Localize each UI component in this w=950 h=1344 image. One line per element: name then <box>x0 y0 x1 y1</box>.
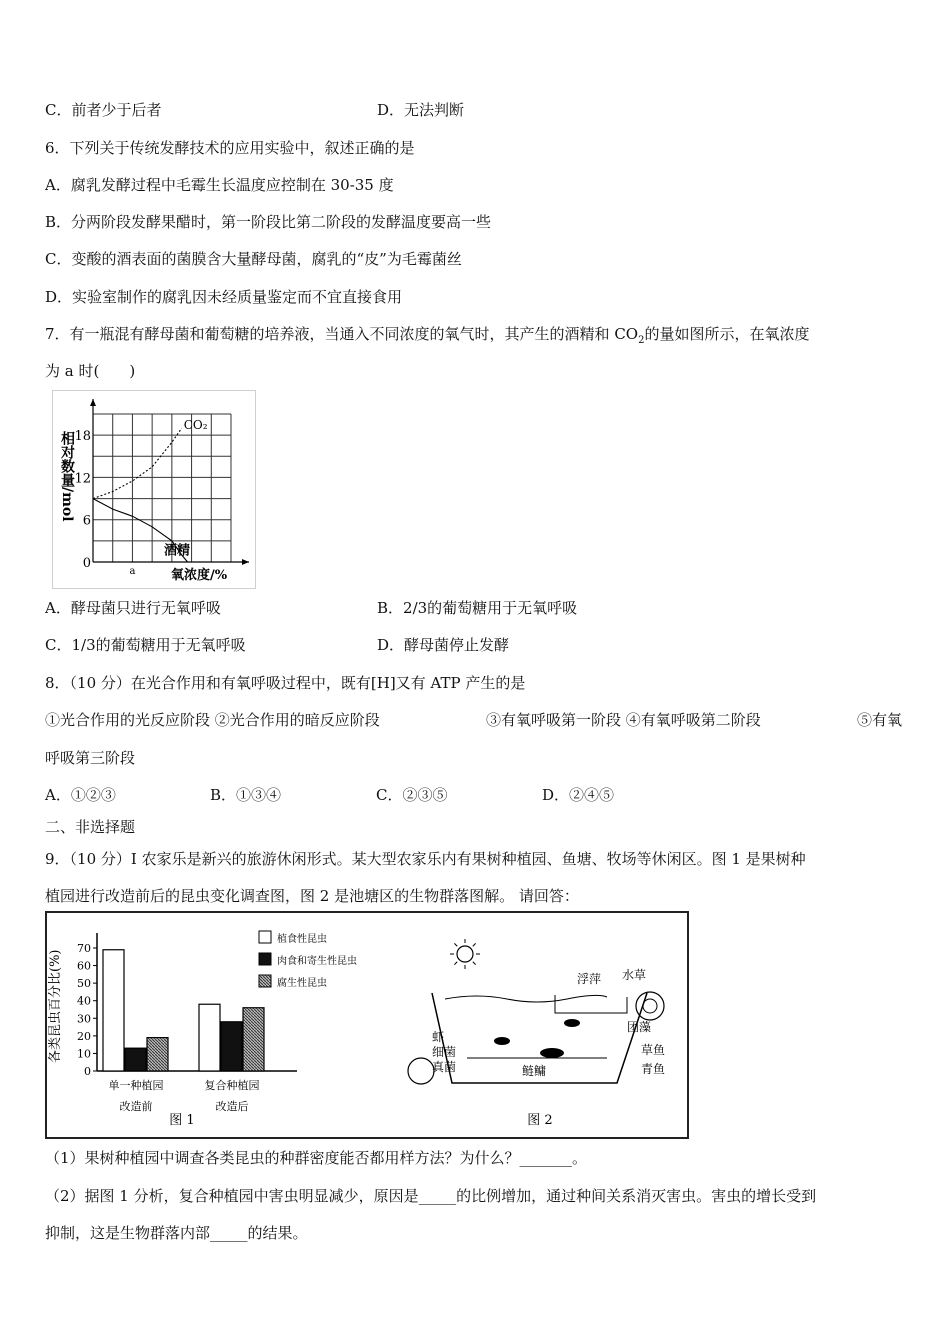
fish-shape <box>540 1048 564 1058</box>
q7-stem-part1: 7．有一瓶混有酵母菌和葡萄糖的培养液，当通入不同浓度的氧气时，其产生的酒精和 CO <box>45 325 639 343</box>
sun-icon <box>457 946 473 962</box>
q7-option-b: B．2/3的葡萄糖用于无氧呼吸 <box>377 599 578 617</box>
q9-sub2-line2: 抑制，这是生物群落内部_____的结果。 <box>45 1224 308 1242</box>
volvox-circle <box>636 992 664 1020</box>
q8-option-d: D．②④⑤ <box>542 786 615 804</box>
q5-option-c: C．前者少于后者 <box>45 101 162 119</box>
sun-ray <box>454 943 457 946</box>
fig2-label: 虾 <box>432 1030 445 1044</box>
fig1-category-label: 单一种植园 <box>108 1079 164 1092</box>
fig2-caption: 图 2 <box>527 1113 553 1128</box>
q9-stem-line2: 植园进行改造前后的昆虫变化调查图，图 2 是池塘区的生物群落图解。 请回答： <box>45 887 579 905</box>
y-axis-label: 相对数量/mol <box>59 431 75 522</box>
q8-option-a: A．①②③ <box>45 786 116 804</box>
fig2-label: 鲢鳙 <box>522 1064 547 1078</box>
fig1-y-tick-label: 70 <box>77 942 91 955</box>
q7-option-c: C．1/3的葡萄糖用于无氧呼吸 <box>45 636 246 654</box>
q8-items-3: ⑤有氧 <box>857 711 903 729</box>
q8-option-b: B．①③④ <box>210 786 282 804</box>
q9-sub1: （1）果树种植园中调查各类昆虫的种群密度能否都用样方法？为什么？_______。 <box>45 1149 588 1167</box>
y-tick-label: 12 <box>74 471 91 487</box>
oxygen-chart-svg <box>53 391 255 588</box>
q8-items-4: 呼吸第三阶段 <box>45 749 136 767</box>
fig1-legend-label: 腐生性昆虫 <box>277 978 327 989</box>
fig2-label: 水草 <box>622 968 647 982</box>
fig1-bar <box>199 1004 220 1071</box>
fig1-y-tick-label: 0 <box>84 1065 91 1078</box>
fig1-bar <box>147 1038 168 1071</box>
q6-option-a: A．腐乳发酵过程中毛霉生长温度应控制在 30-35 度 <box>45 176 394 194</box>
q8-items-2: ③有氧呼吸第一阶段 ④有氧呼吸第二阶段 <box>486 711 761 729</box>
series-line-co2 <box>93 428 182 499</box>
fig1-y-tick-label: 10 <box>77 1047 91 1061</box>
q7-stem <box>45 324 809 351</box>
q6-option-b: B．分两阶段发酵果醋时，第一阶段比第二阶段的发酵温度要高一些 <box>45 213 492 231</box>
fig1-y-tick-label: 50 <box>77 977 91 991</box>
x-axis-arrow <box>242 559 249 565</box>
fig2-label: 真菌 <box>432 1060 457 1074</box>
fig2-label: 草鱼 <box>641 1043 666 1057</box>
x-axis-label: 氧浓度/% <box>171 568 228 583</box>
microbe-circle <box>408 1058 434 1084</box>
y-tick-label: 0 <box>82 556 91 571</box>
fig1-legend-label: 植食性昆虫 <box>277 934 327 945</box>
volvox-inner <box>643 999 657 1013</box>
fig1-legend-swatch <box>259 931 271 943</box>
y-axis-arrow <box>90 399 96 406</box>
sun-ray <box>454 962 457 965</box>
q8-stem: 8．（10 分）在光合作用和有氧呼吸过程中，既有[H]又有 ATP 产生的是 <box>45 674 526 692</box>
fig2-label: 团藻 <box>627 1020 652 1034</box>
fig1-legend-swatch <box>259 975 271 987</box>
x-mark-a: a <box>129 566 136 577</box>
q7-option-a: A．酵母菌只进行无氧呼吸 <box>45 599 221 617</box>
sun-ray <box>473 962 476 965</box>
q8-items-1: ①光合作用的光反应阶段 ②光合作用的暗反应阶段 <box>45 711 380 729</box>
series-label-co2: CO₂ <box>183 418 208 433</box>
fig2-label: 青鱼 <box>641 1062 666 1076</box>
fig1-category-label: 复合种植园 <box>204 1079 260 1092</box>
fig1-legend-label: 肉食和寄生性昆虫 <box>277 956 357 967</box>
fig1-y-tick-label: 30 <box>77 1012 91 1026</box>
fig1-bar <box>243 1008 264 1071</box>
q8-option-c: C．②③⑤ <box>376 786 448 804</box>
series-label-alcohol: 酒精 <box>163 543 190 559</box>
q9-figures-svg <box>47 913 687 1137</box>
q6-option-c: C．变酸的酒表面的菌膜含大量酵母菌，腐乳的“皮”为毛霉菌丝 <box>45 250 462 268</box>
pond-inner-box <box>555 995 627 1013</box>
q9-stem-line1: 9．（10 分）Ⅰ 农家乐是新兴的旅游休闲形式。某大型农家乐内有果树种植园、鱼塘、牧场等休闲区。图 1 是果树种 <box>45 850 806 868</box>
y-tick-label: 6 <box>82 513 91 529</box>
fig1-category-sublabel: 改造后 <box>215 1100 249 1113</box>
fig1-bar <box>125 1048 146 1071</box>
fig1-bar <box>221 1022 242 1071</box>
oxygen-chart <box>52 390 256 589</box>
section-heading: 二、非选择题 <box>45 818 136 836</box>
q7-stem-subscript: 2 <box>638 335 645 346</box>
q7-option-d: D．酵母菌停止发酵 <box>377 636 510 654</box>
fig1-y-tick-label: 40 <box>77 994 91 1008</box>
fish-shape <box>564 1019 580 1027</box>
fig1-bar <box>103 950 124 1071</box>
fig1-category-sublabel: 改造前 <box>119 1100 153 1113</box>
fig1-y-axis-label: 各类昆虫百分比(%) <box>48 949 63 1063</box>
fig2-label: 细菌 <box>432 1045 457 1059</box>
fig2-label: 浮萍 <box>577 972 602 986</box>
fig1-y-tick-label: 20 <box>77 1029 91 1043</box>
fig1-legend-swatch <box>259 953 271 965</box>
sun-ray <box>473 943 476 946</box>
q9-sub2-line1: （2）据图 1 分析，复合种植园中害虫明显减少，原因是_____的比例增加，通过种间关系消灭害虫。害虫的增长受到 <box>45 1187 817 1205</box>
q7-stem-line2: 为 a 时( ) <box>45 362 136 380</box>
water-surface <box>445 995 607 1002</box>
fig1-y-tick-label: 60 <box>77 959 91 973</box>
q6-option-d: D．实验室制作的腐乳因未经质量鉴定而不宜直接食用 <box>45 288 403 306</box>
q9-figures <box>45 911 689 1139</box>
q7-stem-part2: 的量如图所示，在氧浓度 <box>644 325 810 343</box>
q6-stem: 6．下列关于传统发酵技术的应用实验中，叙述正确的是 <box>45 139 415 157</box>
fish-shape <box>494 1037 510 1045</box>
y-tick-label: 18 <box>74 429 91 445</box>
q5-option-d: D．无法判断 <box>377 101 465 119</box>
fig1-caption: 图 1 <box>169 1113 195 1128</box>
